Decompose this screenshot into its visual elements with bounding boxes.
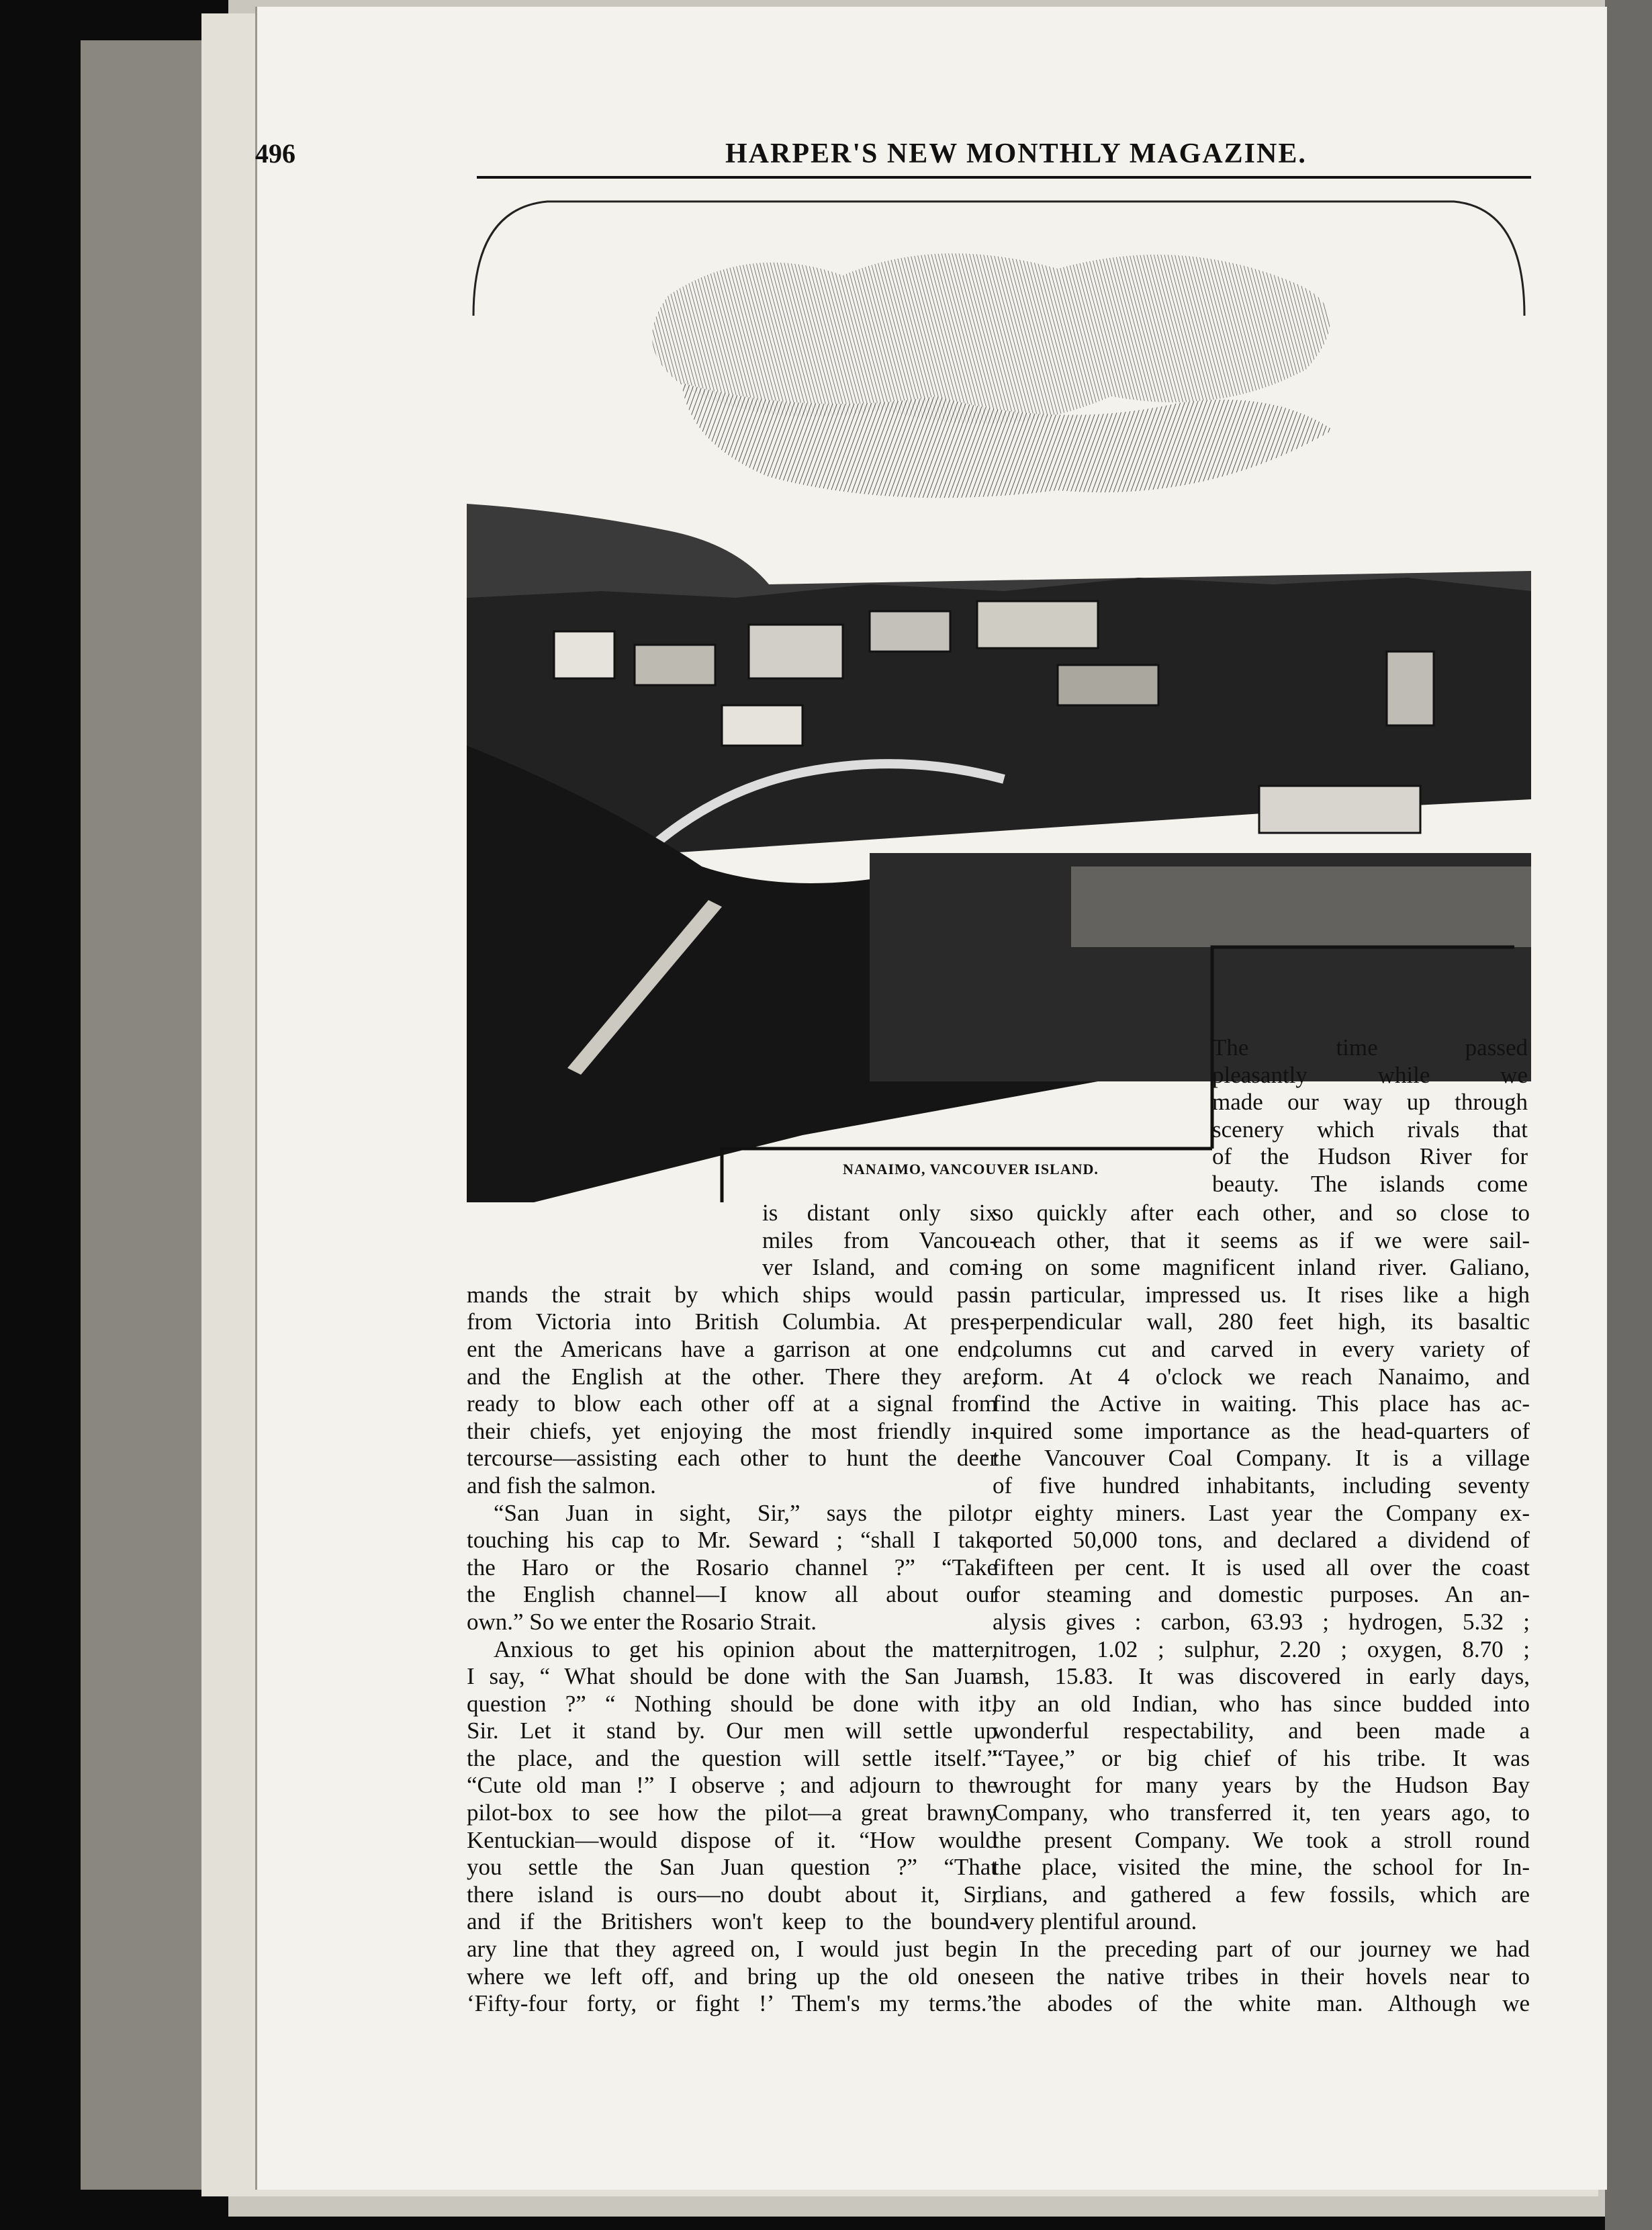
book-spine-shadow [1605,0,1652,2230]
text-line: ing on some magnificent inland river. Galiano, [993,1254,1530,1281]
text-line: of the Hudson River for [1212,1143,1528,1170]
wrap-text-block [1212,1034,1528,1198]
text-line: In the preceding part of our journey we had [1019,1936,1530,1963]
text-line: find the Active in waiting. This place has ac- [993,1390,1530,1417]
header-rule [477,176,1531,179]
text-line: the English channel—I know all about our [467,1581,997,1608]
text-line: scenery which rivals that [1212,1116,1528,1143]
text-line: beauty. The islands come [1212,1170,1528,1197]
text-line: and if the Britishers won't keep to the bound- [467,1908,997,1935]
text-line: you settle the San Juan question ?” “That [467,1854,997,1881]
text-line: ready to blow each other off at a signal from [467,1390,997,1417]
text-line: mands the strait by which ships would pass [467,1281,997,1308]
text-line: ary line that they agreed on, I would just begin [467,1936,997,1963]
text-line: for steaming and domestic purposes. An an- [993,1581,1530,1608]
text-line: touching his cap to Mr. Seward ; “shall I take [467,1527,997,1554]
text-line: the abodes of the white man. Although we [993,1990,1530,2017]
text-line: the Vancouver Coal Company. It is a village [993,1445,1530,1472]
text-line: seen the native tribes in their hovels near to [993,1963,1530,1990]
text-line: each other, that it seems as if we were sail- [993,1226,1530,1253]
text-line: I say, “ What should be done with the San Juan [467,1663,997,1690]
text-line: alysis gives : carbon, 63.93 ; hydrogen, 5.32 ; [993,1608,1530,1635]
text-line: Anxious to get his opinion about the matter, [494,1636,997,1662]
text-line: ver Island, and com- [762,1254,997,1281]
text-line: their chiefs, yet enjoying the most friendly in- [467,1417,997,1444]
text-line: question ?” “ Nothing should be done with it, [467,1690,997,1717]
running-title: HARPER'S NEW MONTHLY MAGAZINE. [725,138,1307,169]
text-line: there island is ours—no doubt about it, Sir; [467,1881,997,1908]
text-line: fifteen per cent. It is used all over the coast [993,1554,1530,1580]
text-line: “Tayee,” or big chief of his tribe. It was [993,1744,1530,1771]
text-line: by an old Indian, who has since budded into [993,1690,1530,1717]
text-line: the place, visited the mine, the school for In- [993,1854,1530,1881]
text-line: so quickly after each other, and so close to [993,1200,1530,1226]
text-line: pilot-box to see how the pilot—a great brawny [467,1799,997,1826]
text-line: Kentuckian—would dispose of it. “How would [467,1826,997,1853]
text-line: own.” So we enter the Rosario Strait. [467,1608,817,1635]
text-line: quired some importance as the head-quarters of [993,1417,1530,1444]
text-line: the place, and the question will settle itself.” [467,1744,997,1771]
text-line: ported 50,000 tons, and declared a dividend of [993,1527,1530,1554]
illustration-caption: NANAIMO, VANCOUVER ISLAND. [843,1161,1099,1177]
text-line: dians, and gathered a few fossils, which are [993,1881,1530,1908]
text-line: the present Company. We took a stroll round [993,1826,1530,1853]
text-line: or eighty miners. Last year the Company ex- [993,1499,1530,1526]
text-line: pleasantly while we [1212,1061,1528,1088]
text-line: of five hundred inhabitants, including seventy [993,1472,1530,1499]
text-line: from Victoria into British Columbia. At pres- [467,1308,997,1335]
text-line: nitrogen, 1.02 ; sulphur, 2.20 ; oxygen, 8.70 ; [993,1636,1530,1662]
text-line: “Cute old man !” I observe ; and adjourn to the [467,1772,997,1799]
text-line: made our way up through [1212,1089,1528,1116]
text-line: the Haro or the Rosario channel ?” “Take [467,1554,997,1580]
text-line: perpendicular wall, 280 feet high, its basaltic [993,1308,1530,1335]
text-line: and the English at the other. There they are, [467,1363,997,1390]
text-line: miles from Vancou- [762,1226,997,1253]
text-line: Sir. Let it stand by. Our men will settle up [467,1718,997,1744]
text-line: is distant only six [762,1200,997,1226]
text-line: and fish the salmon. [467,1472,656,1499]
page-number: 496 [255,138,295,169]
text-line: Company, who transferred it, ten years ago, to [993,1799,1530,1826]
text-line: “San Juan in sight, Sir,” says the pilot, [494,1499,997,1526]
text-line: ent the Americans have a garrison at one end, [467,1335,997,1362]
right-column [993,1200,1530,2018]
text-line: where we left off, and bring up the old one. [467,1963,997,1990]
text-line: form. At 4 o'clock we reach Nanaimo, and [993,1363,1530,1390]
text-line: The time passed [1212,1034,1528,1061]
text-line: columns cut and carved in every variety of [993,1335,1530,1362]
text-line: wonderful respectability, and been made a [993,1718,1530,1744]
text-line: ‘Fifty-four forty, or fight !’ Them's my terms.” [467,1990,997,2017]
text-line: wrought for many years by the Hudson Bay [993,1772,1530,1799]
left-column [467,1200,997,2018]
text-line: ash, 15.83. It was discovered in early days, [993,1663,1530,1690]
text-line: tercourse—assisting each other to hunt the deer [467,1445,997,1472]
text-line: in particular, impressed us. It rises like a high [993,1281,1530,1308]
text-line: very plentiful around. [993,1908,1197,1935]
